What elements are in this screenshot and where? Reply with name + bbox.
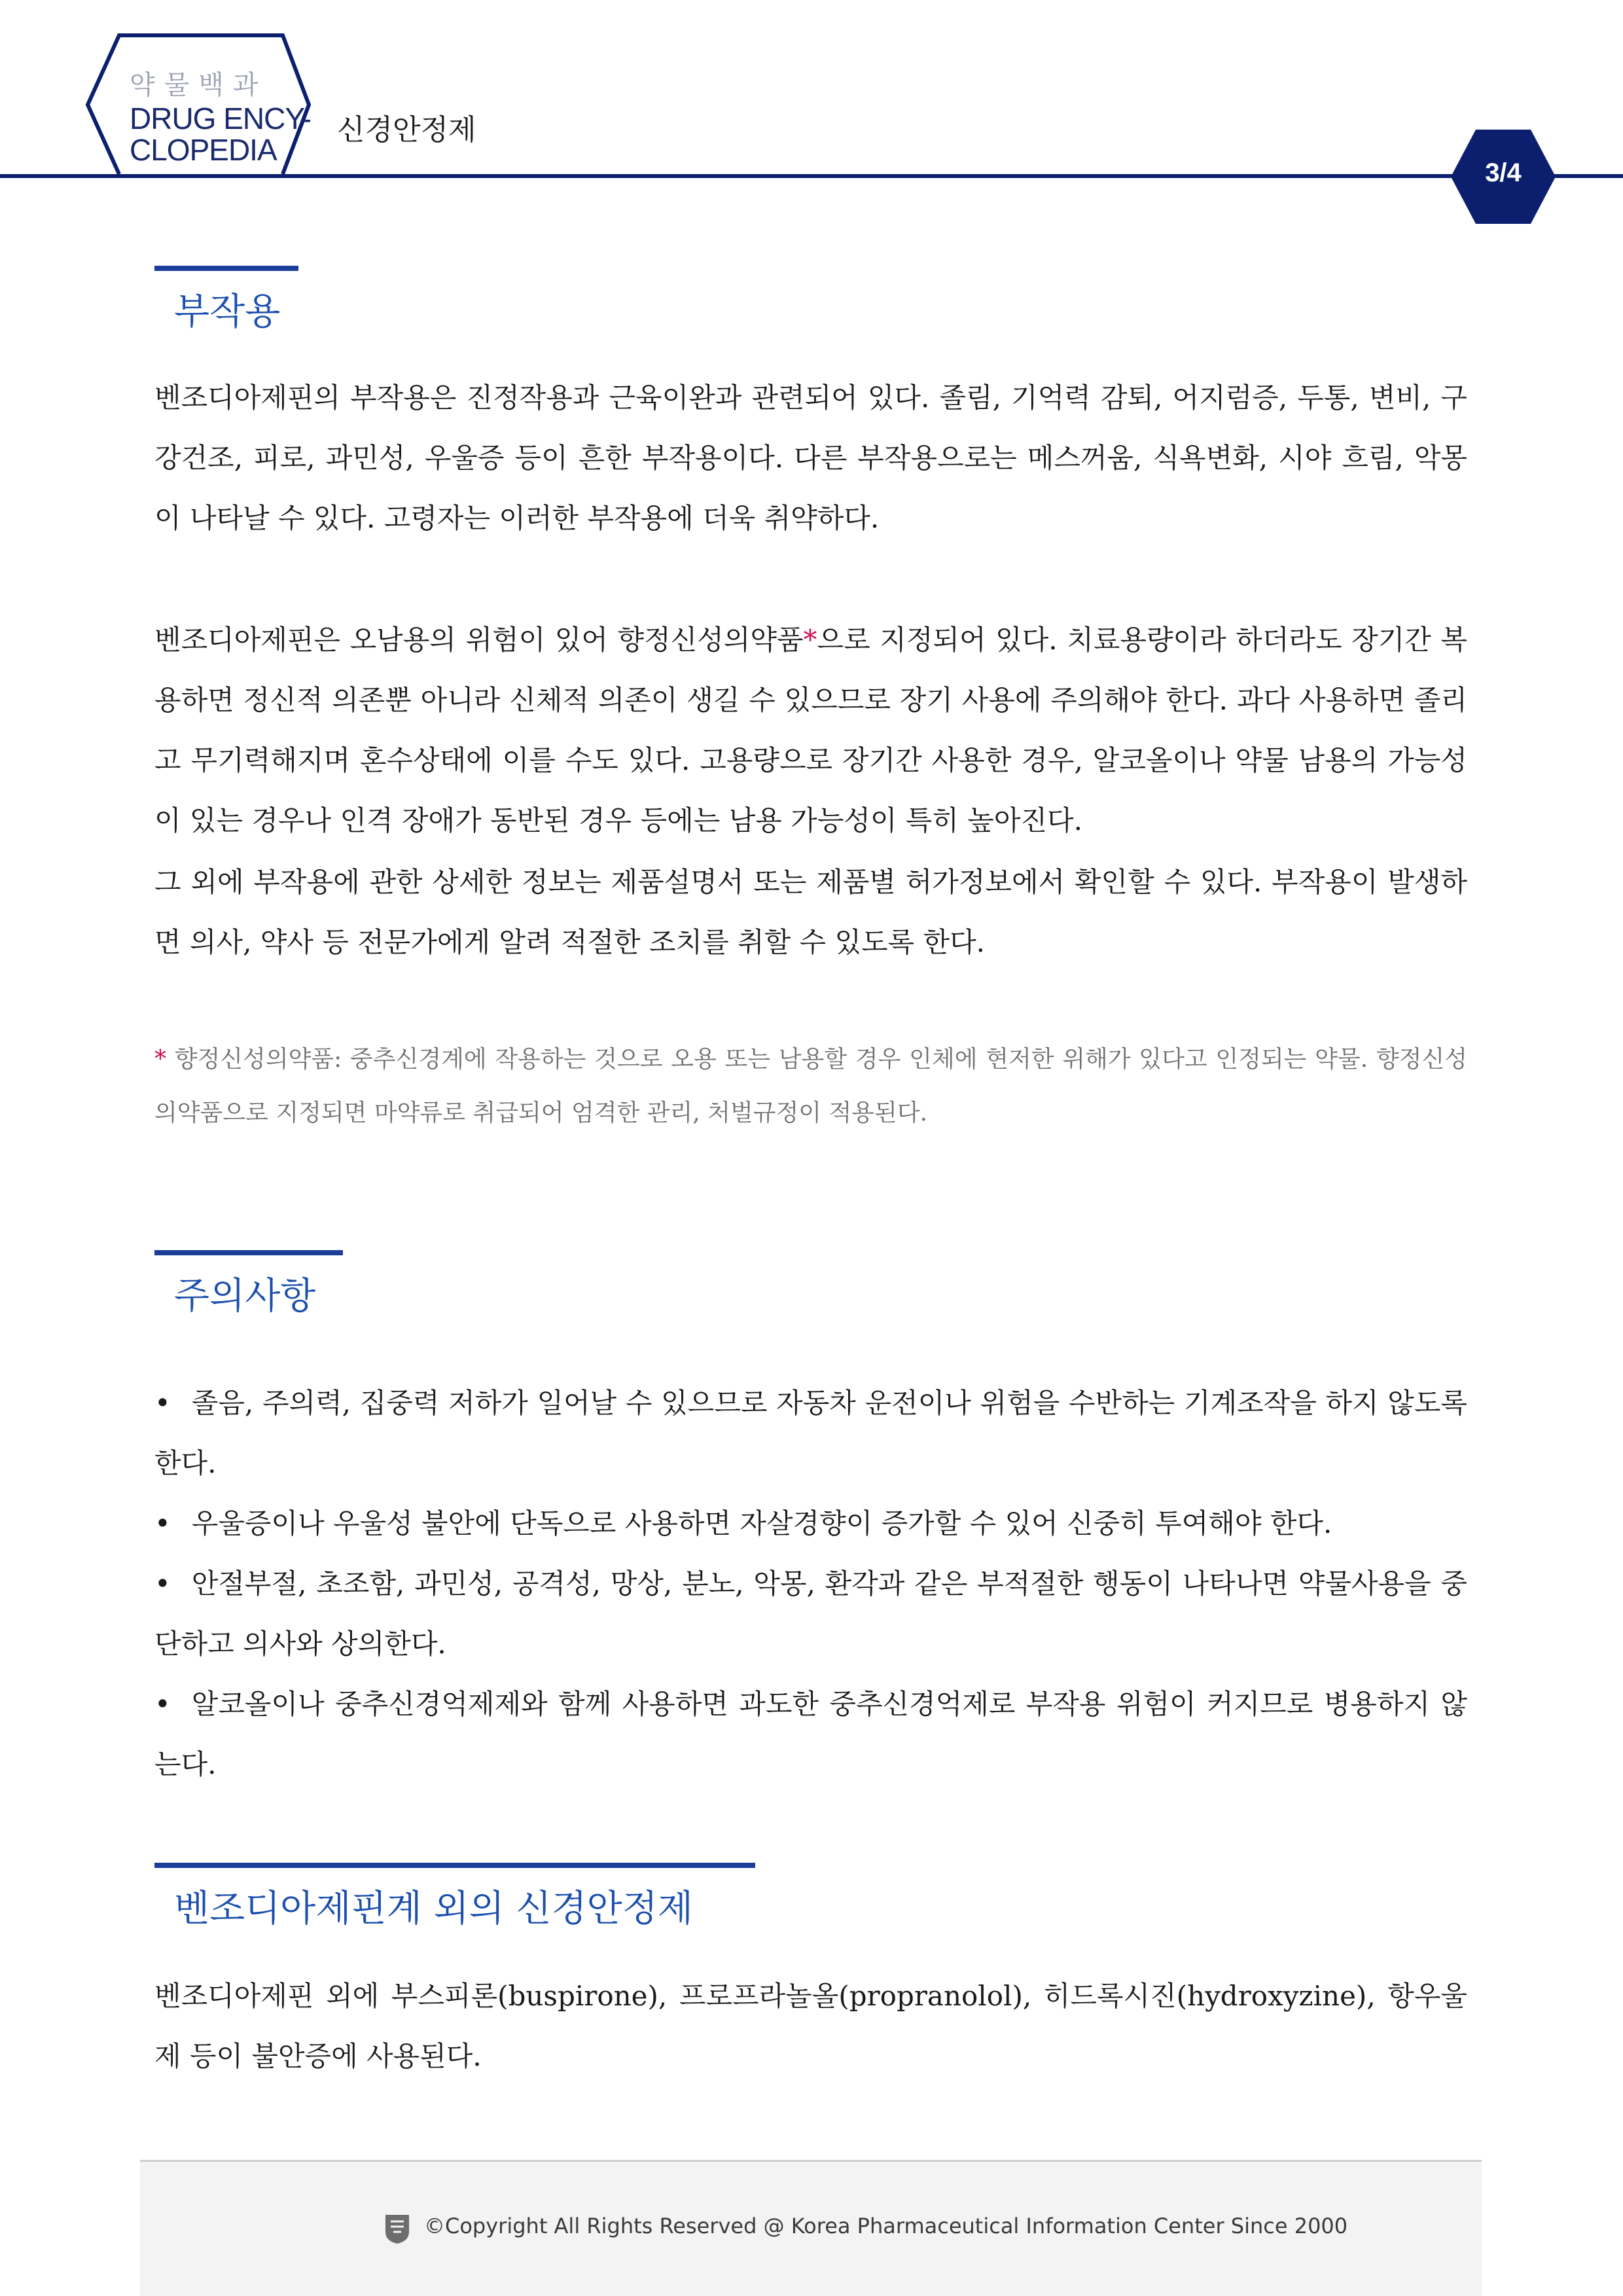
kpic-emblem-icon xyxy=(383,2212,412,2245)
logo-korean-title: 약물백과 xyxy=(130,70,268,100)
section-bar-precautions xyxy=(154,1250,343,1255)
section-title-precautions: 주의사항 xyxy=(174,1275,316,1318)
precaution-item xyxy=(154,1373,1467,1494)
psychotropic-footnote-marker: * xyxy=(803,624,817,656)
side-effects-paragraph-2 xyxy=(154,610,1467,851)
section-bar-side-effects xyxy=(154,266,298,271)
section-bar-other-sedatives xyxy=(154,1863,755,1868)
header-category: 신경안정제 xyxy=(337,113,476,147)
logo-english-line1: DRUG ENCY- xyxy=(130,101,312,135)
precaution-item xyxy=(154,1554,1467,1674)
bullet-marker: • xyxy=(154,1387,171,1419)
precaution-text: 졸음, 주의력, 집중력 저하가 일어날 수 있으므로 자동차 운전이나 위험을 수반하는 기계조작을 하지 않도록 한다. xyxy=(154,1387,1467,1479)
bullet-marker: • xyxy=(154,1568,171,1600)
page-number: 3/4 xyxy=(1485,158,1522,187)
copyright-notice: ©Copyright All Rights Reserved @ Korea Pharmaceutical Information Center Since 2000 xyxy=(424,2214,1348,2238)
p2-after-star: 으로 지정되어 있다. 치료용량이라 하더라도 장기간 복용하면 정신적 의존뿐 아니라 신체적 의존이 생길 수 있으므로 장기 사용에 주의해야 한다. 과다 사용하면 졸리고 무기력해지며 혼수상태에 이를 수도 있다. 고용량으로 장기간 사용한 경우, 알코올이나 약물 남용의 가능성이 있는 경우나 인격 장애가 동반된 경우 등에는 남용 가능성이 특히 높아진다. xyxy=(154,624,1468,836)
precaution-item xyxy=(154,1674,1467,1795)
section-title-other-sedatives: 벤조디아제핀계 외의 신경안정제 xyxy=(174,1888,693,1930)
bullet-marker: • xyxy=(154,1688,171,1720)
footnote-psychotropic xyxy=(154,1033,1467,1140)
side-effects-paragraph-3: 그 외에 부작용에 관한 상세한 정보는 제품설명서 또는 제품별 허가정보에서 확인할 수 있다. 부작용이 발생하면 의사, 약사 등 전문가에게 알려 적절한 조치를 취할 수 있도록 한다. xyxy=(154,866,1467,958)
other-sedatives-paragraph: 벤조디아제핀 외에 부스피론(buspirone), 프로프라놀올(propranolol), 히드록시진(hydroxyzine), 항우울제 등이 불안증에 사용된다. xyxy=(154,1980,1467,2072)
precaution-text: 우울증이나 우울성 불안에 단독으로 사용하면 자살경향이 증가할 수 있어 신중히 투여해야 한다. xyxy=(191,1507,1332,1539)
footnote-star: * xyxy=(154,1046,166,1073)
section-title-side-effects: 부작용 xyxy=(174,291,281,333)
logo-english-line2: CLOPEDIA xyxy=(130,133,277,167)
precaution-item xyxy=(154,1494,1467,1554)
footnote-text: 향정신성의약품: 중추신경계에 작용하는 것으로 오용 또는 남용할 경우 인체에 현저한 위해가 있다고 인정되는 약물. 향정신성 의약품으로 지정되면 마약류로 취급되어 엄격한 관리, 처벌규정이 적용된다. xyxy=(154,1046,1467,1126)
side-effects-paragraph-1: 벤조디아제핀의 부작용은 진정작용과 근육이완과 관련되어 있다. 졸림, 기억력 감퇴, 어지럼증, 두통, 변비, 구강건조, 피로, 과민성, 우울증 등이 흔한 부작용이다. 다른 부작용으로는 메스꺼움, 식욕변화, 시야 흐림, 악몽이 나타날 수 있다. 고령자는 이러한 부작용에 더욱 취약하다. xyxy=(154,382,1467,534)
bullet-marker: • xyxy=(154,1507,171,1539)
precaution-text: 알코올이나 중추신경억제제와 함께 사용하면 과도한 중추신경억제로 부작용 위험이 커지므로 병용하지 않는다. xyxy=(154,1688,1467,1780)
p2-before-star: 벤조디아제핀은 오남용의 위험이 있어 향정신성의약품 xyxy=(154,624,804,656)
precaution-text: 안절부절, 초조함, 과민성, 공격성, 망상, 분노, 악몽, 환각과 같은 부적절한 행동이 나타나면 약물사용을 중단하고 의사와 상의한다. xyxy=(154,1568,1467,1660)
